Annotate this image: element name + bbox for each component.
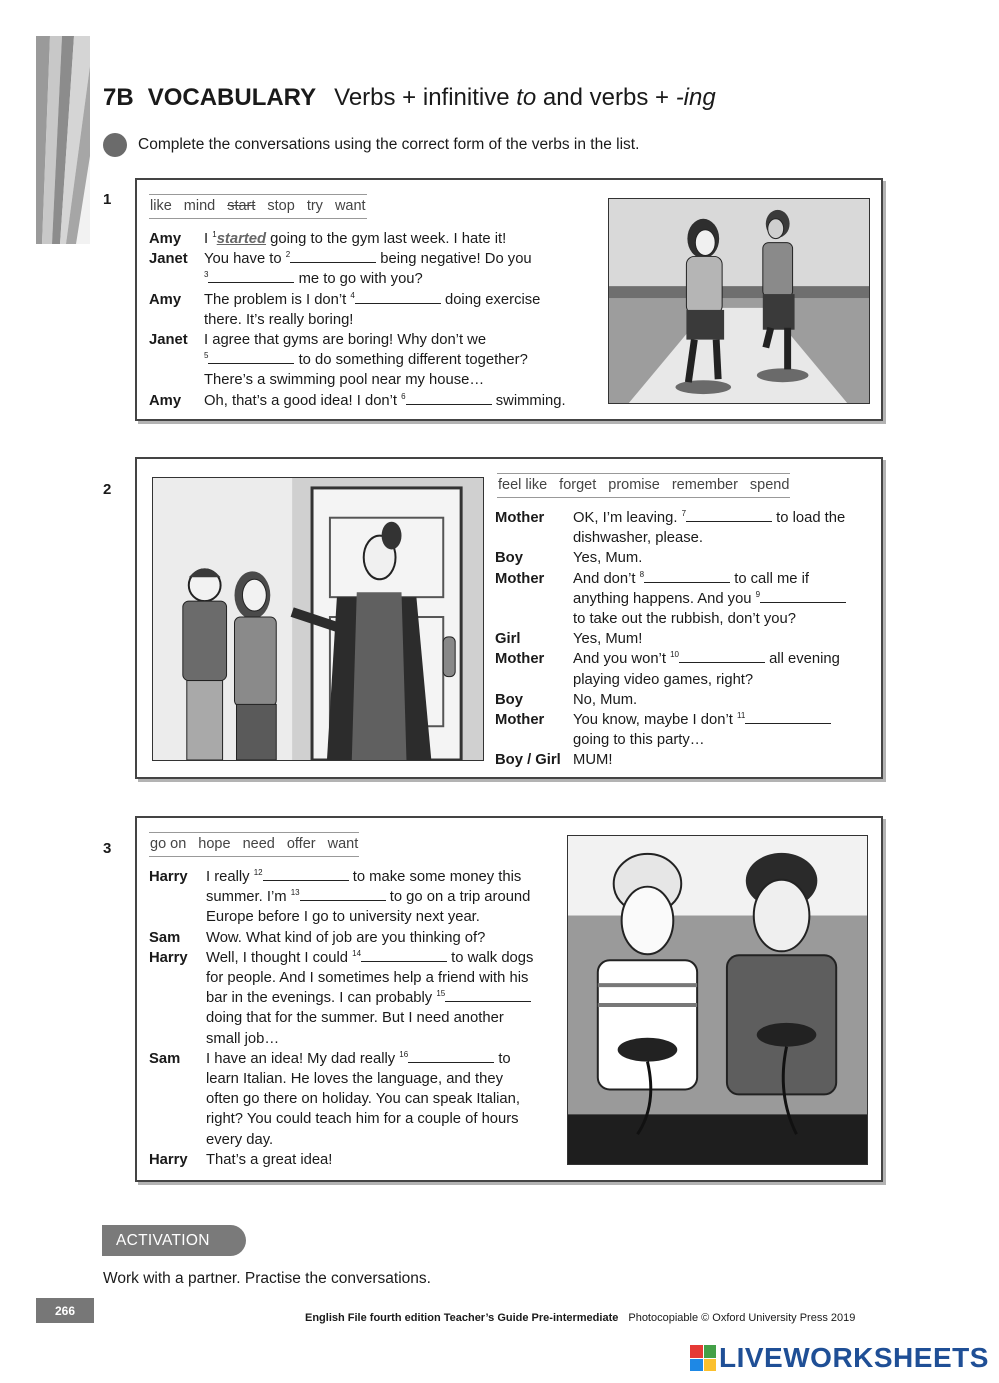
answer-gap[interactable] xyxy=(644,569,730,583)
dialogue xyxy=(149,229,599,411)
speech-text: to call me if xyxy=(730,570,810,587)
speaker: Mother xyxy=(495,651,545,668)
dialogue-line xyxy=(495,710,875,730)
gap-number: 9 xyxy=(755,589,761,599)
dialogue-line xyxy=(149,1069,559,1089)
gap-number: 8 xyxy=(639,569,645,579)
dialogue-line xyxy=(149,1089,559,1109)
dialogue-line xyxy=(149,887,559,907)
speech-text: right? You could teach him for a couple of hours xyxy=(206,1111,519,1128)
dialogue xyxy=(495,508,875,771)
speech-text: And don’t xyxy=(573,570,640,587)
speaker: Janet xyxy=(149,251,188,268)
gap-number: 13 xyxy=(290,888,300,898)
footer-book: English File fourth edition Teacher’s Guide Pre-intermediate xyxy=(305,1312,619,1324)
speech xyxy=(204,269,599,289)
speech-text: dishwasher, please. xyxy=(573,530,703,547)
activation-text: Work with a partner. Practise the conversations. xyxy=(103,1270,431,1287)
gap-number: 3 xyxy=(204,270,209,280)
speech-text: Well, I thought I could xyxy=(206,949,353,966)
speech xyxy=(573,649,875,669)
speech-text: I xyxy=(204,231,213,247)
logo-square xyxy=(690,1359,703,1372)
exercise-number: 1 xyxy=(103,191,112,208)
dialogue-line xyxy=(149,1049,559,1069)
bullet-dot-icon xyxy=(103,133,127,157)
exercise-number: 2 xyxy=(103,481,112,498)
subtitle-italic: to xyxy=(516,84,537,111)
footer xyxy=(305,1312,855,1324)
speech-text: I really xyxy=(206,869,254,885)
speaker: Boy xyxy=(495,691,523,708)
gap-number: 5 xyxy=(204,351,209,361)
speech-text: That’s a great idea! xyxy=(206,1151,333,1168)
dialogue-line xyxy=(149,867,559,887)
subtitle-italic: -ing xyxy=(675,84,716,111)
exercise-2-box xyxy=(135,457,883,779)
word-item: mind xyxy=(183,198,216,214)
speaker: Boy / Girl xyxy=(495,752,561,769)
subtitle-part: Verbs + infinitive xyxy=(334,84,517,111)
speech-text: Wow. What kind of job are you thinking of? xyxy=(206,929,486,946)
speaker xyxy=(149,1029,206,1049)
speech-text: to xyxy=(494,1050,511,1067)
dialogue-line xyxy=(495,548,875,568)
dialogue-line xyxy=(149,249,599,269)
speaker xyxy=(149,968,206,988)
speaker xyxy=(495,589,573,609)
speaker xyxy=(495,528,573,548)
word-item: want xyxy=(327,836,359,852)
speech xyxy=(206,867,559,887)
liveworksheets-logo xyxy=(690,1343,989,1373)
speaker xyxy=(149,1089,206,1109)
speaker: Amy xyxy=(149,231,182,247)
speech-text: for people. And I sometimes help a friend with his xyxy=(206,970,529,987)
gap-number: 14 xyxy=(352,948,362,958)
answer-gap[interactable] xyxy=(355,290,441,304)
instruction-text: Complete the conversations using the correct form of the verbs in the list. xyxy=(138,136,640,153)
word-item: forget xyxy=(559,477,597,493)
answer-gap[interactable] xyxy=(679,649,765,663)
exercise-3-box xyxy=(135,816,883,1182)
dialogue-line xyxy=(495,508,875,528)
word-item: hope xyxy=(198,836,231,852)
speech xyxy=(573,710,875,730)
answer-gap[interactable] xyxy=(408,1049,494,1063)
dialogue-line xyxy=(149,330,599,350)
speech-text: going to this party… xyxy=(573,732,705,749)
speaker xyxy=(149,907,206,927)
liveworksheets-icon xyxy=(690,1345,716,1371)
dialogue-line xyxy=(495,528,875,548)
speech-text: going to the gym last week. I hate it! xyxy=(266,231,507,247)
speech-text: me to go with you? xyxy=(294,271,423,288)
speech-text: playing video games, right? xyxy=(573,671,754,688)
instruction xyxy=(103,133,639,157)
answer-gap[interactable] xyxy=(760,589,846,603)
answer-gap[interactable] xyxy=(745,710,831,724)
speech xyxy=(204,391,599,411)
illustration-mother-and-kids xyxy=(152,477,484,761)
dialogue xyxy=(149,867,559,1170)
answer-gap[interactable] xyxy=(406,391,492,405)
speech xyxy=(573,589,875,609)
speech-text: doing exercise xyxy=(440,291,541,308)
answer-gap[interactable] xyxy=(290,249,376,263)
speaker: Girl xyxy=(495,631,521,648)
dialogue-line xyxy=(149,1109,559,1129)
speech-text: The problem is I don’t xyxy=(204,291,351,308)
speaker: Harry xyxy=(149,869,188,885)
word-item: go on xyxy=(150,836,187,852)
answer-gap[interactable] xyxy=(686,508,772,522)
speech-text: No, Mum. xyxy=(573,691,638,708)
unit-topic: VOCABULARY xyxy=(147,84,317,111)
speech xyxy=(573,569,875,589)
speaker xyxy=(495,670,573,690)
dialogue-line xyxy=(149,907,559,927)
logo-square xyxy=(704,1345,717,1358)
speech xyxy=(206,887,559,907)
speech-text: small job… xyxy=(206,1030,280,1047)
speech-text: to do something different together? xyxy=(294,352,528,369)
speech-text: bar in the evenings. I can probably xyxy=(206,990,437,1007)
dialogue-line xyxy=(149,310,599,330)
word-item: remember xyxy=(671,477,738,493)
answer-gap[interactable] xyxy=(445,988,531,1002)
word-list xyxy=(149,832,359,857)
speaker xyxy=(495,609,573,629)
dialogue-line xyxy=(495,649,875,669)
speech-text: there. It’s really boring! xyxy=(204,311,354,328)
speech-text: You have to xyxy=(204,251,286,268)
word-item: like xyxy=(150,198,172,214)
example-answer: started xyxy=(216,231,267,247)
speech-text: I agree that gyms are boring! Why don’t we xyxy=(204,332,487,349)
illustration-joggers xyxy=(608,198,870,404)
speech-text: being negative! Do you xyxy=(376,251,532,268)
gap-number: 4 xyxy=(350,290,355,300)
exercise-1-box xyxy=(135,178,883,421)
brand-name: LIVEWORKSHEETS xyxy=(719,1342,989,1373)
speaker xyxy=(149,370,204,390)
speech-text: doing that for the summer. But I need another xyxy=(206,1010,504,1027)
illustration-gamers xyxy=(567,835,868,1165)
gap-number: 2 xyxy=(285,250,291,260)
word-item: promise xyxy=(608,477,660,493)
answer-gap[interactable] xyxy=(361,948,447,962)
speech xyxy=(206,948,559,968)
speech xyxy=(204,249,599,269)
subtitle-part: and verbs + xyxy=(536,84,676,111)
answer-gap[interactable] xyxy=(208,350,294,364)
dialogue-line xyxy=(149,350,599,370)
speech-text: learn Italian. He loves the language, and they xyxy=(206,1071,503,1088)
speech-text: anything happens. And you xyxy=(573,590,756,607)
word-item: spend xyxy=(749,477,790,493)
dialogue-line xyxy=(495,609,875,629)
word-item: need xyxy=(242,836,275,852)
speech-text: often go there on holiday. You can speak Italian, xyxy=(206,1091,520,1108)
speech-text: Oh, that’s a good idea! I don’t xyxy=(204,392,402,409)
dialogue-line xyxy=(149,1008,559,1028)
speaker: Janet xyxy=(149,332,188,349)
exercise-number: 3 xyxy=(103,840,112,857)
logo-square xyxy=(690,1345,703,1358)
speech xyxy=(204,290,599,310)
dialogue-line xyxy=(149,1150,559,1170)
dialogue-line xyxy=(495,730,875,750)
answer-gap[interactable] xyxy=(300,887,386,901)
dialogue-line xyxy=(495,589,875,609)
dialogue-line xyxy=(149,370,599,390)
speech-text: MUM! xyxy=(573,752,613,769)
gap-number: 15 xyxy=(436,989,446,999)
speaker xyxy=(149,310,204,330)
dialogue-line xyxy=(495,750,875,770)
speaker: Amy xyxy=(149,291,182,308)
speech xyxy=(204,229,599,249)
word-list xyxy=(149,194,367,219)
speech-text: to make some money this xyxy=(348,869,522,885)
speaker: Sam xyxy=(149,1050,181,1067)
speech-text: to take out the rubbish, don’t you? xyxy=(573,611,796,628)
dialogue-line xyxy=(149,391,599,411)
speaker xyxy=(149,988,206,1008)
dialogue-line xyxy=(149,928,559,948)
speech-text: to go on a trip around xyxy=(385,889,531,906)
speech-text: Yes, Mum! xyxy=(573,631,643,648)
dialogue-line xyxy=(149,1130,559,1150)
speech-text: swimming. xyxy=(491,392,566,409)
speech-text: OK, I’m leaving. xyxy=(573,510,682,526)
dialogue-line xyxy=(149,269,599,289)
answer-gap[interactable] xyxy=(208,269,294,283)
speech-text: There’s a swimming pool near my house… xyxy=(204,372,485,389)
speaker xyxy=(149,350,204,370)
speech-text: Yes, Mum. xyxy=(573,550,643,567)
speech-text: I have an idea! My dad really xyxy=(206,1050,400,1067)
word-item-used: start xyxy=(227,198,256,214)
logo-square xyxy=(704,1359,717,1372)
speaker xyxy=(149,1130,206,1150)
unit-code: 7B xyxy=(103,84,134,111)
speech xyxy=(206,988,559,1008)
speaker: Sam xyxy=(149,929,181,946)
word-item: feel like xyxy=(498,477,548,493)
speaker xyxy=(149,1008,206,1028)
speaker: Boy xyxy=(495,550,523,567)
speaker xyxy=(495,730,573,750)
footer-copyright: Photocopiable © Oxford University Press 2019 xyxy=(628,1312,856,1324)
gap-number: 16 xyxy=(399,1049,409,1059)
gap-number: 12 xyxy=(253,868,263,877)
speaker: Mother xyxy=(495,510,545,526)
word-item: offer xyxy=(286,836,316,852)
speaker xyxy=(149,887,206,907)
speech xyxy=(573,508,875,528)
dialogue-line xyxy=(495,670,875,690)
gap-number: 1 xyxy=(212,230,217,239)
speech-text: You know, maybe I don’t xyxy=(573,712,737,729)
speech-text: all evening xyxy=(764,651,840,668)
speech-text: summer. I’m xyxy=(206,889,291,906)
speaker xyxy=(149,1069,206,1089)
dialogue-line xyxy=(149,1029,559,1049)
page-title xyxy=(103,84,716,112)
gap-number: 10 xyxy=(670,650,679,660)
speech-text: Europe before I go to university next year. xyxy=(206,909,480,926)
speech-text: to load the xyxy=(772,510,846,526)
word-item: want xyxy=(334,198,366,214)
speaker: Harry xyxy=(149,1151,188,1168)
dialogue-line xyxy=(495,569,875,589)
gap-number: 7 xyxy=(681,509,687,518)
speaker: Mother xyxy=(495,570,545,587)
dialogue-line xyxy=(149,229,599,249)
speech-text: to walk dogs xyxy=(447,949,534,966)
dialogue-line xyxy=(149,948,559,968)
word-item: try xyxy=(306,198,323,214)
speech-text: every day. xyxy=(206,1131,274,1148)
word-list xyxy=(497,473,790,498)
dialogue-line xyxy=(149,988,559,1008)
dialogue-line xyxy=(495,629,875,649)
speaker xyxy=(149,1109,206,1129)
speaker: Amy xyxy=(149,392,182,409)
page-number: 266 xyxy=(36,1298,94,1323)
word-item: stop xyxy=(267,198,295,214)
dialogue-line xyxy=(149,290,599,310)
corner-stripes-decoration xyxy=(36,36,90,244)
speech xyxy=(206,1049,559,1069)
speech-text: And you won’t xyxy=(573,651,671,668)
gap-number: 6 xyxy=(401,391,406,401)
gap-number: 11 xyxy=(736,711,746,721)
activation-label: ACTIVATION xyxy=(102,1225,246,1256)
speaker: Harry xyxy=(149,949,188,966)
answer-gap[interactable] xyxy=(263,867,349,881)
speech xyxy=(204,350,599,370)
dialogue-line xyxy=(149,968,559,988)
dialogue-line xyxy=(495,690,875,710)
speaker: Mother xyxy=(495,712,545,729)
speaker xyxy=(149,269,204,289)
